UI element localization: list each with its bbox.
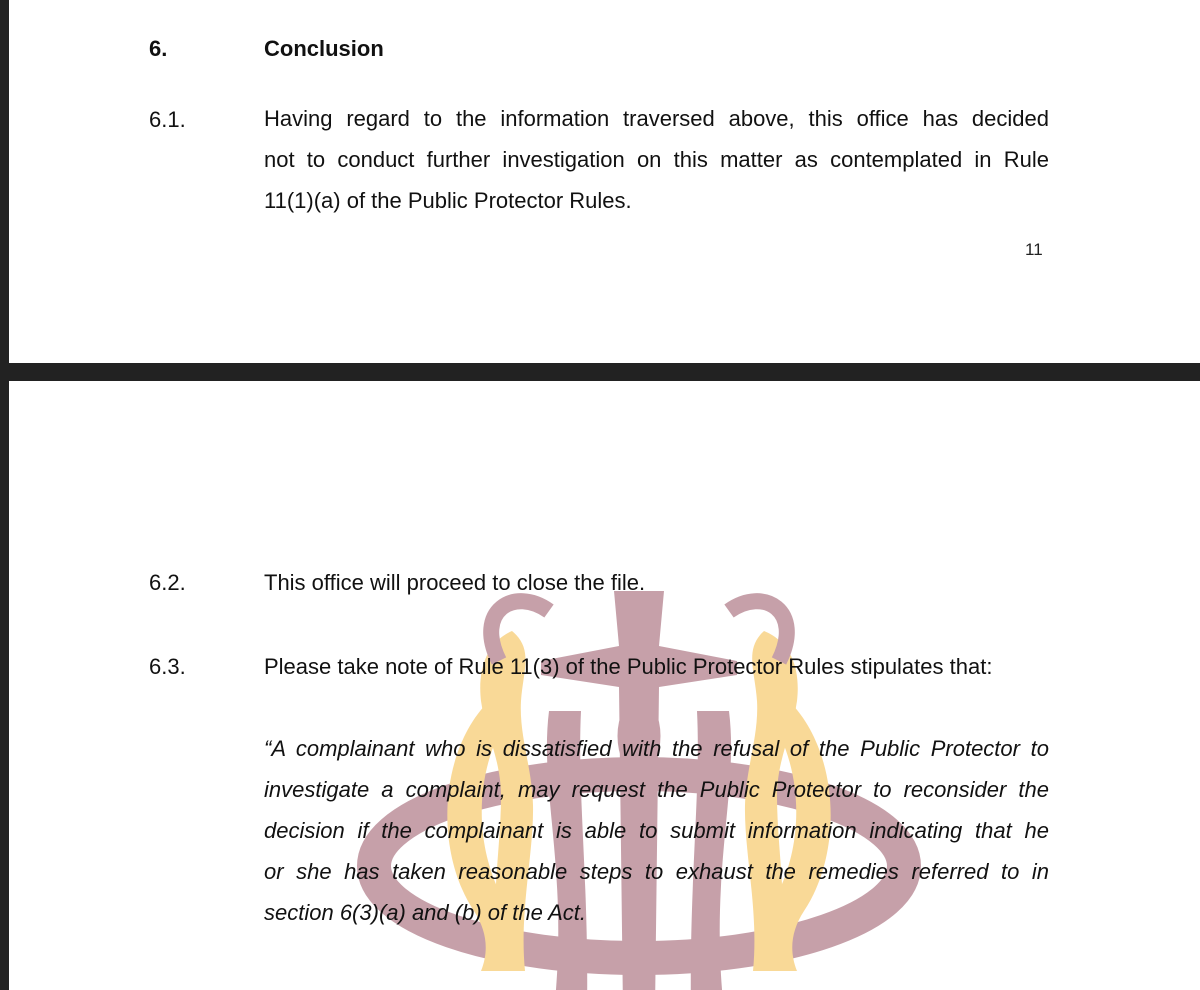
- rule-quote-line-1: “A complainant who is dissatisfied with the refusal of the Public Protector to: [264, 736, 1049, 761]
- paragraph-6-1: [264, 98, 1049, 221]
- document-page-bottom: [9, 381, 1200, 990]
- paragraph-number-6-1: 6.1.: [149, 107, 186, 132]
- document-page-top: [9, 0, 1200, 363]
- section-title: Conclusion: [264, 36, 384, 61]
- page-number: 11: [1025, 240, 1043, 259]
- paragraph-number-6-3: 6.3.: [149, 654, 186, 679]
- rule-quote-line-2: investigate a complaint, may request the Public Protector to reconsider the: [264, 777, 1049, 802]
- paragraph-6-1-line-3: 11(1)(a) of the Public Protector Rules.: [264, 188, 632, 213]
- paragraph-6-1-line-1: Having regard to the information traversed above, this office has decided: [264, 106, 1049, 131]
- rule-quote-line-3: decision if the complainant is able to submit information indicating that he: [264, 818, 1049, 843]
- rule-quote: [264, 728, 1049, 933]
- paragraph-6-1-line-2: not to conduct further investigation on this matter as contemplated in Rule: [264, 147, 1049, 172]
- paragraph-number-6-2: 6.2.: [149, 570, 186, 595]
- section-number: 6.: [149, 36, 168, 61]
- rule-quote-line-4: or she has taken reasonable steps to exhaust the remedies referred to in: [264, 859, 1049, 884]
- rule-quote-line-5: section 6(3)(a) and (b) of the Act.: [264, 900, 586, 925]
- paragraph-6-3: Please take note of Rule 11(3) of the Public Protector Rules stipulates that:: [264, 654, 993, 679]
- paragraph-6-2: This office will proceed to close the file.: [264, 570, 646, 595]
